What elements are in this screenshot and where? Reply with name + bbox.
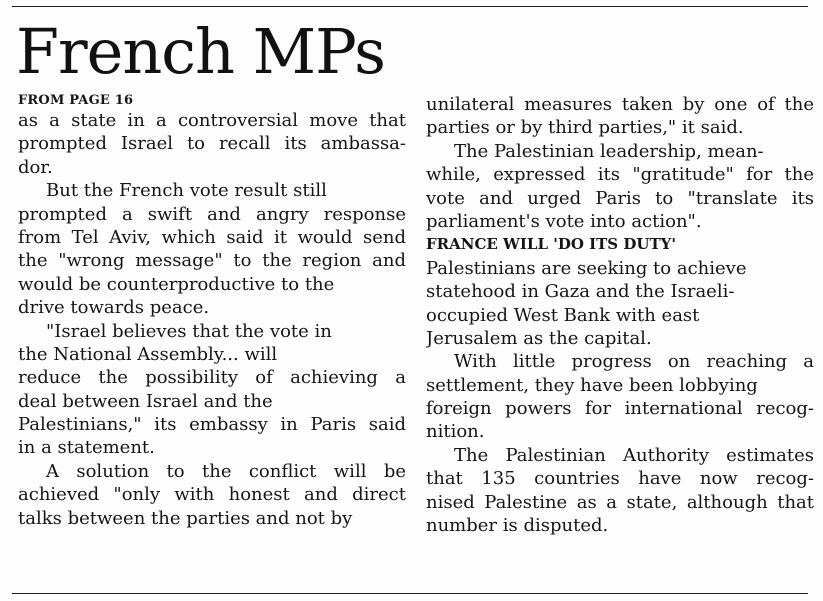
text-line: unilateral measures taken by one of the bbox=[426, 94, 814, 115]
text-line: nition. bbox=[426, 421, 485, 443]
text-line: settlement, they have been lobbying bbox=[426, 374, 758, 396]
text-line: from Tel Aviv, which said it would send bbox=[18, 226, 406, 248]
right-column bbox=[426, 93, 814, 537]
text-line: Palestinians are seeking to achieve bbox=[426, 257, 747, 279]
text-line: would be counterproductive to the bbox=[18, 273, 335, 295]
text-line: that 135 countries have now recog- bbox=[426, 468, 814, 490]
right-column-body-bottom bbox=[426, 257, 814, 538]
right-column-body-top bbox=[426, 93, 814, 233]
text-line: The Palestinian leadership, mean- bbox=[454, 140, 764, 162]
left-column-body bbox=[18, 109, 406, 530]
kicker: FROM PAGE 16 bbox=[18, 93, 134, 108]
text-line: vote and urged Paris to "translate its bbox=[426, 187, 814, 209]
text-line: talks between the parties and not by bbox=[18, 507, 353, 529]
subhead: FRANCE WILL 'DO ITS DUTY' bbox=[426, 235, 676, 254]
text-line: prompted a swift and angry response bbox=[18, 203, 406, 225]
text-line: parties or by third parties," it said. bbox=[426, 117, 744, 139]
left-column bbox=[18, 93, 406, 530]
text-line: nised Palestine as a state, although that bbox=[426, 491, 814, 513]
text-line: the "wrong message" to the region and bbox=[18, 250, 406, 272]
text-line: while, expressed its "gratitude" for the bbox=[426, 164, 814, 186]
text-line: achieved "only with honest and direct bbox=[18, 484, 406, 506]
text-line: occupied West Bank with east bbox=[426, 304, 700, 326]
headline: French MPs bbox=[16, 15, 385, 88]
text-line: foreign powers for international recog- bbox=[426, 398, 814, 420]
text-line: "Israel believes that the vote in bbox=[46, 320, 332, 342]
text-line: in a statement. bbox=[18, 437, 155, 459]
text-line: as a state in a controversial move that bbox=[18, 110, 406, 131]
text-line: statehood in Gaza and the Israeli- bbox=[426, 281, 735, 303]
text-line: With little progress on reaching a bbox=[454, 351, 814, 373]
bottom-rule bbox=[12, 593, 808, 594]
text-line: Palestinians," its embassy in Paris said bbox=[18, 414, 406, 436]
text-line: A solution to the conflict will be bbox=[46, 460, 406, 482]
top-rule bbox=[12, 6, 808, 7]
text-line: drive towards peace. bbox=[18, 297, 210, 319]
text-line: the National Assembly... will bbox=[18, 343, 278, 365]
text-line: dor. bbox=[18, 156, 53, 178]
text-line: parliament's vote into action". bbox=[426, 210, 702, 232]
text-line: reduce the possibility of achieving a bbox=[18, 367, 406, 389]
text-line: But the French vote result still bbox=[46, 180, 327, 202]
text-line: deal between Israel and the bbox=[18, 390, 273, 412]
text-line: Jerusalem as the capital. bbox=[426, 327, 652, 349]
text-line: number is disputed. bbox=[426, 515, 609, 537]
text-line: prompted Israel to recall its ambassa- bbox=[18, 133, 406, 155]
text-line: The Palestinian Authority estimates bbox=[454, 444, 814, 466]
